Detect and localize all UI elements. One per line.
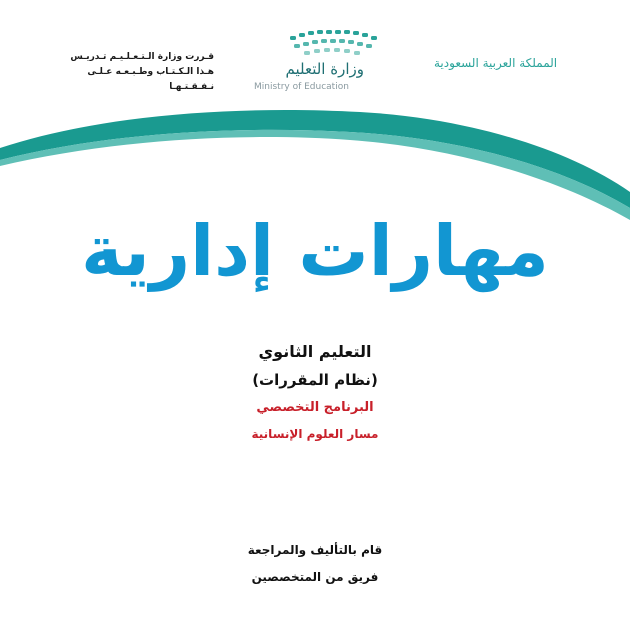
book-title: مهارات إدارية: [81, 210, 549, 292]
course-system: (نظام المقررات): [252, 371, 378, 389]
kingdom-label: المملكة العربية السعودية: [434, 56, 558, 70]
track-label: مسار العلوم الإنسانية: [251, 427, 379, 441]
ministry-logo: [240, 30, 390, 100]
authored-by: قام بالتأليف والمراجعة: [247, 543, 383, 557]
author-team: فريق من المتخصصين: [251, 570, 379, 584]
program-label: البرنامج التخصصي: [256, 400, 374, 415]
ministry-name-en: Ministry of Education: [254, 82, 349, 92]
ministry-dots-icon: [290, 30, 380, 58]
ministry-name-ar: وزارة التعليم: [285, 60, 364, 78]
education-level: التعليم الثانوي: [258, 342, 372, 361]
decree-line-1: قـررت وزارة الـتـعـلـيـم تـدريـس: [70, 52, 214, 62]
teal-swoosh: [0, 100, 630, 220]
decree-text: [54, 50, 214, 95]
decree-line-2: هـذا الـكـتـاب وطـبـعـه عـلـى نـفـقـتـهـا: [87, 67, 214, 92]
